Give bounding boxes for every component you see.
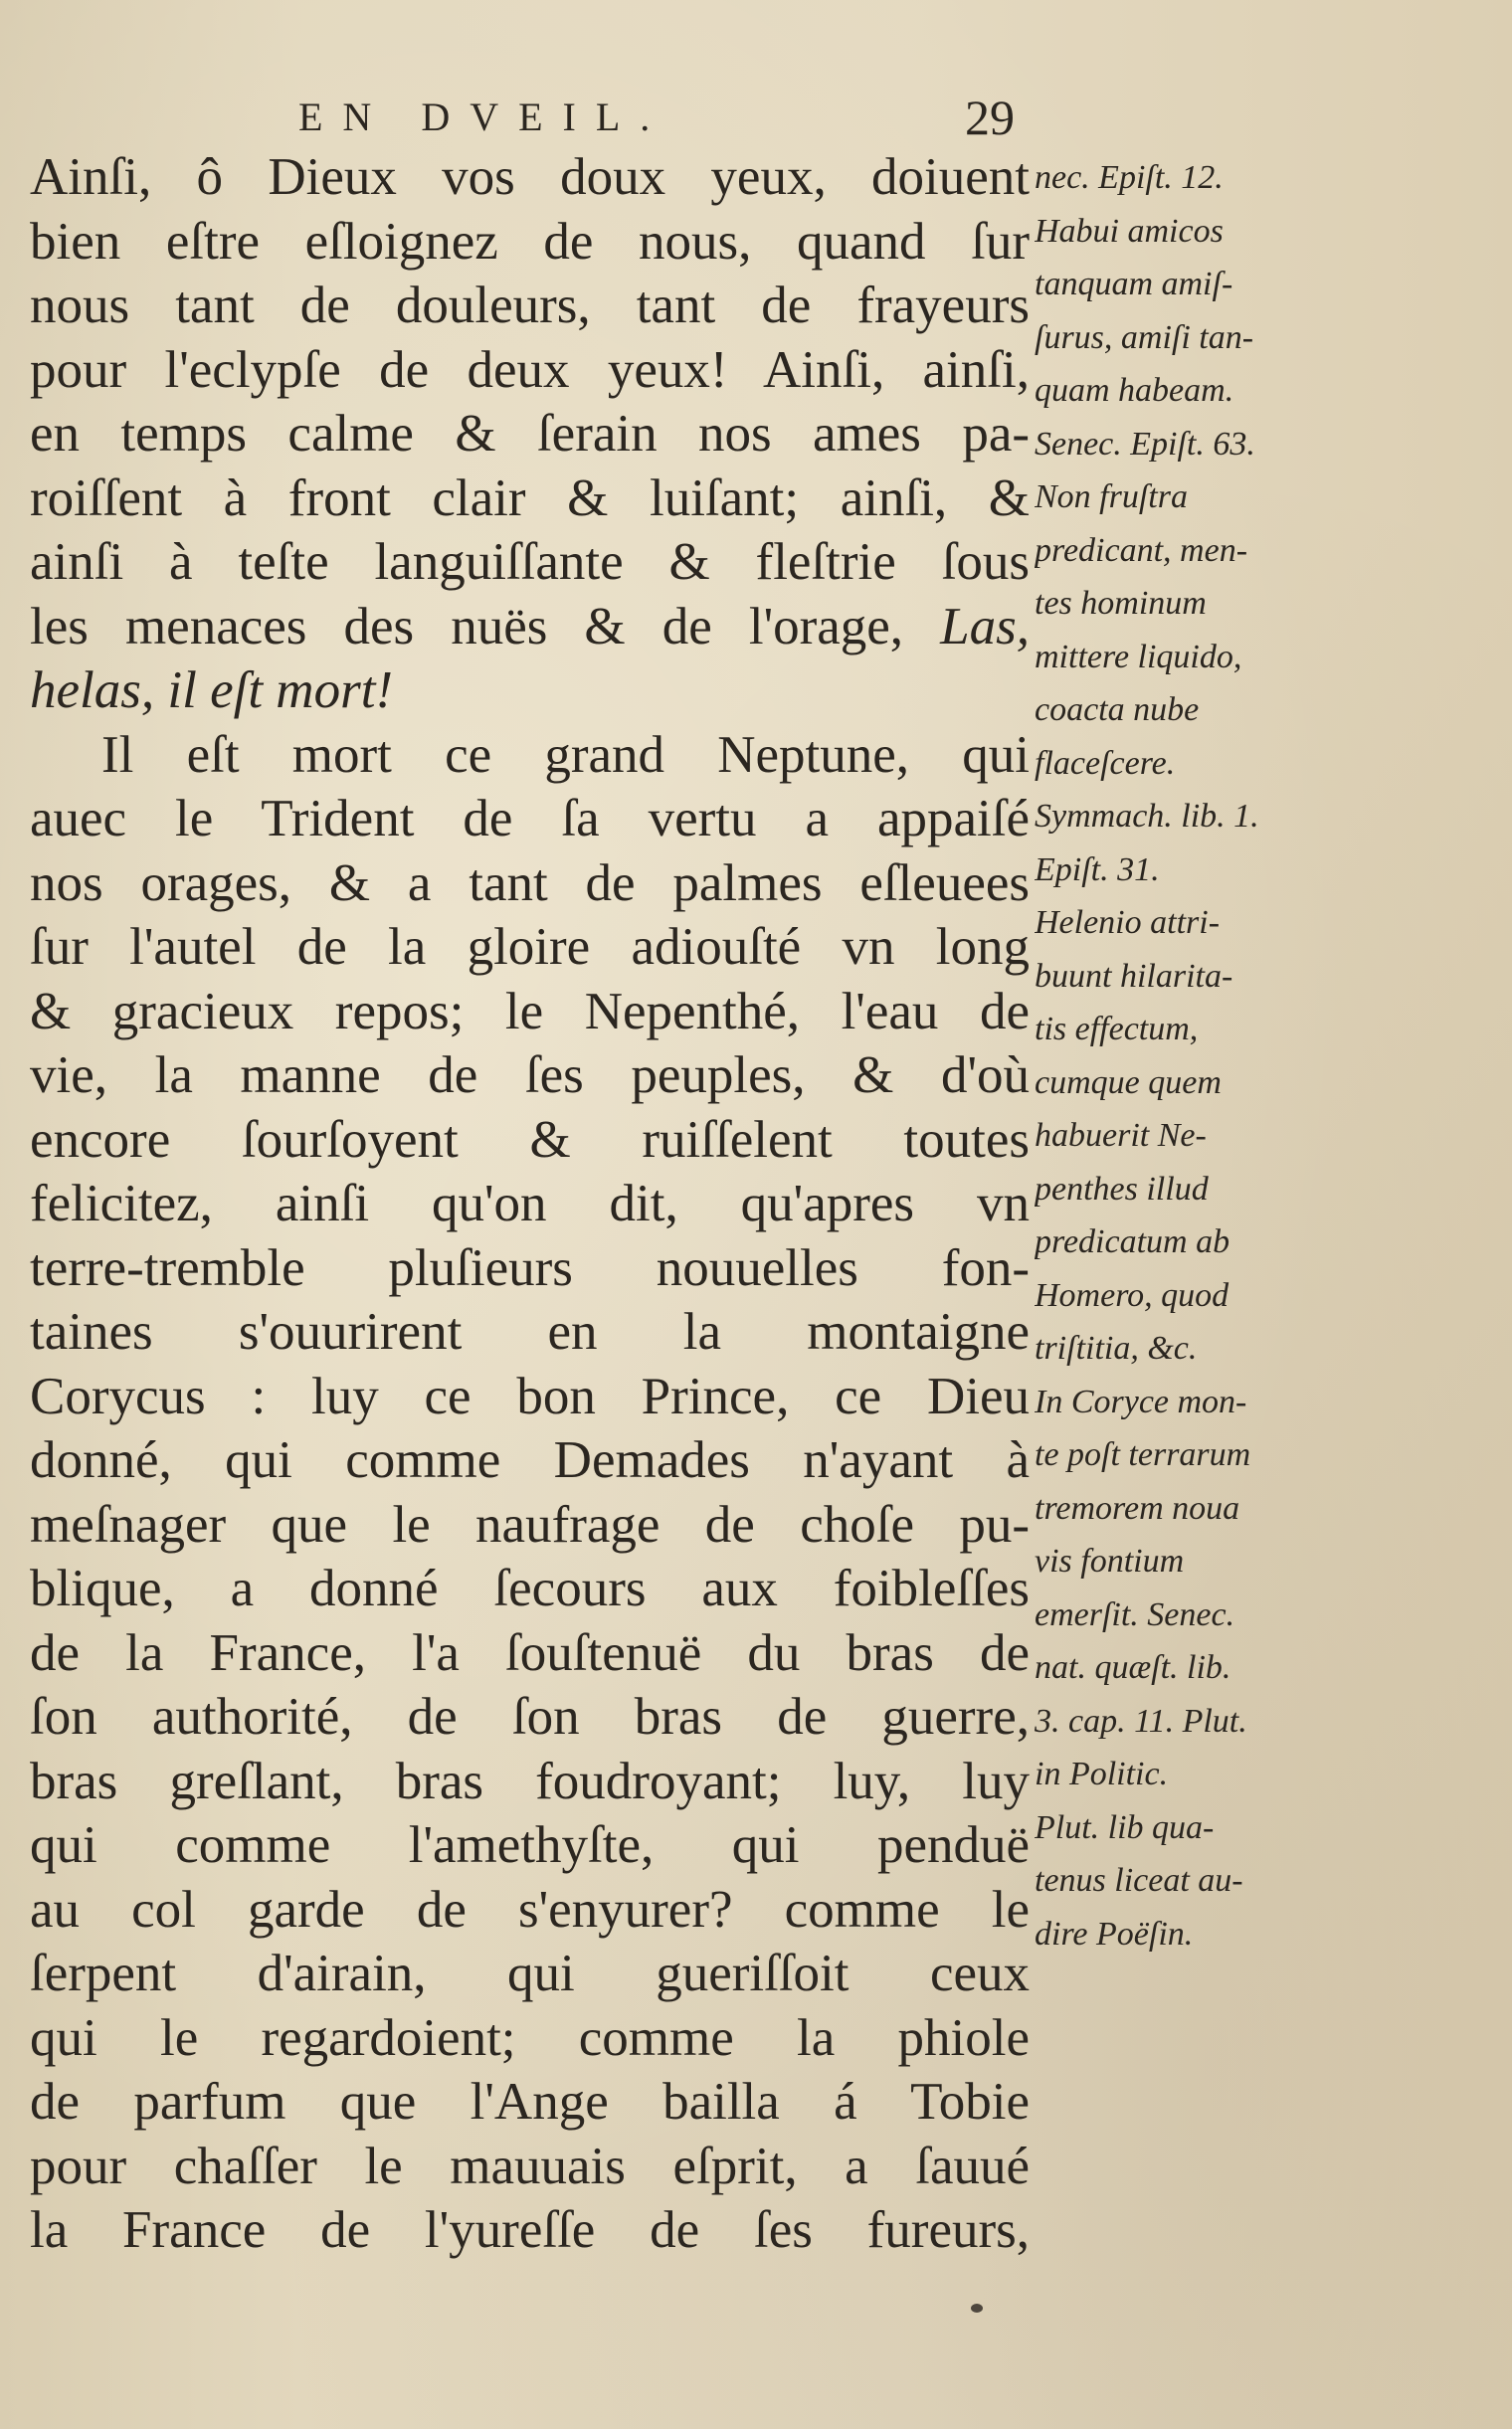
margin-note-line: buunt hilarita- <box>1035 957 1233 995</box>
margin-note-line: tenus liceat au- <box>1035 1862 1243 1899</box>
text-line: blique, a donné ſecours aux foibleſſes <box>30 1560 1030 1617</box>
text-line: qui le regardoient; comme la phiole <box>30 2008 1030 2067</box>
margin-note-line: nat. quæſt. lib. <box>1035 1649 1231 1686</box>
text-line: ſerpent d'airain, qui gueriſſoit ceux <box>30 1945 1030 2002</box>
text-line-roman: les menaces des nuës & de l'orage, <box>30 597 904 655</box>
margin-note-line: flaceſcere. <box>1035 744 1176 782</box>
margin-note-line: tanquam amiſ- <box>1035 266 1233 302</box>
text-line: pour chaſſer le mauuais eſprit, a ſauué <box>30 2137 1030 2195</box>
margin-note-line: predicant, men- <box>1035 531 1248 569</box>
text-line: Ainſi, ô Dieux vos doux yeux, doiuent <box>30 148 1030 206</box>
margin-note-line: ſurus, amiſi tan- <box>1035 318 1254 356</box>
page-number: 29 <box>965 90 1015 145</box>
margin-note-line: tremorem noua <box>1035 1489 1240 1527</box>
margin-note-line: Symmach. lib. 1. <box>1035 798 1259 835</box>
text-line-italic-full: helas, il eſt mort! <box>30 661 394 719</box>
text-line: nous tant de douleurs, tant de frayeurs <box>30 277 1030 334</box>
text-line: terre-tremble pluſieurs nouuelles fon- <box>30 1238 1030 1297</box>
text-line: pour l'eclypſe de deux yeux! Ainſi, ainſi, <box>30 340 1030 399</box>
margin-note-line: Helenio attri- <box>1035 904 1221 941</box>
margin-note-line: habuerit Ne- <box>1035 1117 1207 1154</box>
margin-note-line: cumque quem <box>1035 1063 1222 1101</box>
text-line: bien eſtre eſloignez de nous, quand ſur <box>30 212 1030 271</box>
text-line: bras greſlant, bras foudroyant; luy, luy <box>30 1752 1030 1810</box>
margin-note-line: tes hominum <box>1035 585 1207 622</box>
margin-note-line: te poſt terrarum <box>1035 1436 1251 1473</box>
text-line: donné, qui comme Demades n'ayant à <box>30 1431 1030 1489</box>
text-line: ſon authorité, de ſon bras de guerre, <box>30 1688 1030 1746</box>
page-header <box>298 88 1015 147</box>
text-line: de parfum que l'Ange bailla á Tobie <box>30 2073 1030 2131</box>
margin-note-line: triſtitia, &c. <box>1035 1330 1198 1367</box>
margin-note-line: 3. cap. 11. Plut. <box>1035 1702 1247 1740</box>
margin-note-line: vis fontium <box>1035 1543 1185 1580</box>
main-text-column <box>30 145 1030 2263</box>
text-line: ainſi à teſte languiſſante & fleſtrie ſous <box>30 533 1030 591</box>
text-line: nos orages, & a tant de palmes eſleuees <box>30 853 1030 912</box>
margin-note-line: Plut. lib qua- <box>1035 1808 1215 1846</box>
text-line: felicitez, ainſi qu'on dit, qu'apres vn <box>30 1175 1030 1232</box>
margin-note-line: Habui amicos <box>1035 212 1224 250</box>
margin-note-line: emerſit. Senec. <box>1035 1595 1235 1633</box>
text-line: de la France, l'a ſouſtenuë du bras de <box>30 1623 1030 1682</box>
text-line: en temps calme & ſerain nos ames pa- <box>30 405 1030 463</box>
margin-note-line: nec. Epiſt. 12. <box>1035 159 1224 196</box>
margin-note-line: coacta nube <box>1035 691 1200 728</box>
text-line <box>30 595 1030 659</box>
text-line: qui comme l'amethyſte, qui penduë <box>30 1816 1030 1874</box>
margin-note-line: Non fruſtra <box>1035 478 1188 515</box>
text-line: ſur l'autel de la gloire adiouſté vn long <box>30 918 1030 976</box>
text-line: taines s'ouurirent en la montaigne <box>30 1303 1030 1361</box>
running-head: EN DVEIL. <box>298 94 670 139</box>
text-line: Corycus : luy ce bon Prince, ce Dieu <box>30 1367 1030 1425</box>
ink-speck <box>971 2304 983 2313</box>
text-line: Il eſt mort ce grand Neptune, qui <box>101 725 1030 784</box>
margin-note-line: Homero, quod <box>1035 1276 1229 1314</box>
margin-note-line: In Coryce mon- <box>1035 1383 1247 1420</box>
margin-note-line: tis effectum, <box>1035 1011 1199 1047</box>
margin-note-line: Epiſt. 31. <box>1035 850 1160 888</box>
margin-note-line: mittere liquido, <box>1035 638 1242 675</box>
margin-note-line: in Politic. <box>1035 1756 1169 1792</box>
text-line: au col garde de s'enyurer? comme le <box>30 1880 1030 1939</box>
text-line: auec le Trident de ſa vertu a appaiſé <box>30 790 1030 847</box>
margin-note-line: predicatum ab <box>1035 1223 1230 1260</box>
text-line: & gracieux repos; le Nepenthé, l'eau de <box>30 982 1030 1040</box>
text-line-italic: Las, <box>940 597 1030 655</box>
text-line: vie, la manne de ſes peuples, & d'où <box>30 1046 1030 1104</box>
text-line: roiſſent à front clair & luiſant; ainſi, & <box>30 468 1030 527</box>
text-line: encore ſourſoyent & ruiſſelent toutes <box>30 1110 1030 1169</box>
margin-note-line: dire Poëſin. <box>1035 1915 1194 1953</box>
text-line: la France de l'yureſſe de ſes fureurs, <box>30 2201 1030 2259</box>
margin-note-line: quam habeam. <box>1035 372 1234 409</box>
margin-notes <box>1035 151 1333 1961</box>
margin-note-line: penthes illud <box>1035 1170 1209 1208</box>
text-line: meſnager que le naufrage de choſe pu- <box>30 1495 1030 1554</box>
margin-note-line: Senec. Epiſt. 63. <box>1035 425 1255 463</box>
